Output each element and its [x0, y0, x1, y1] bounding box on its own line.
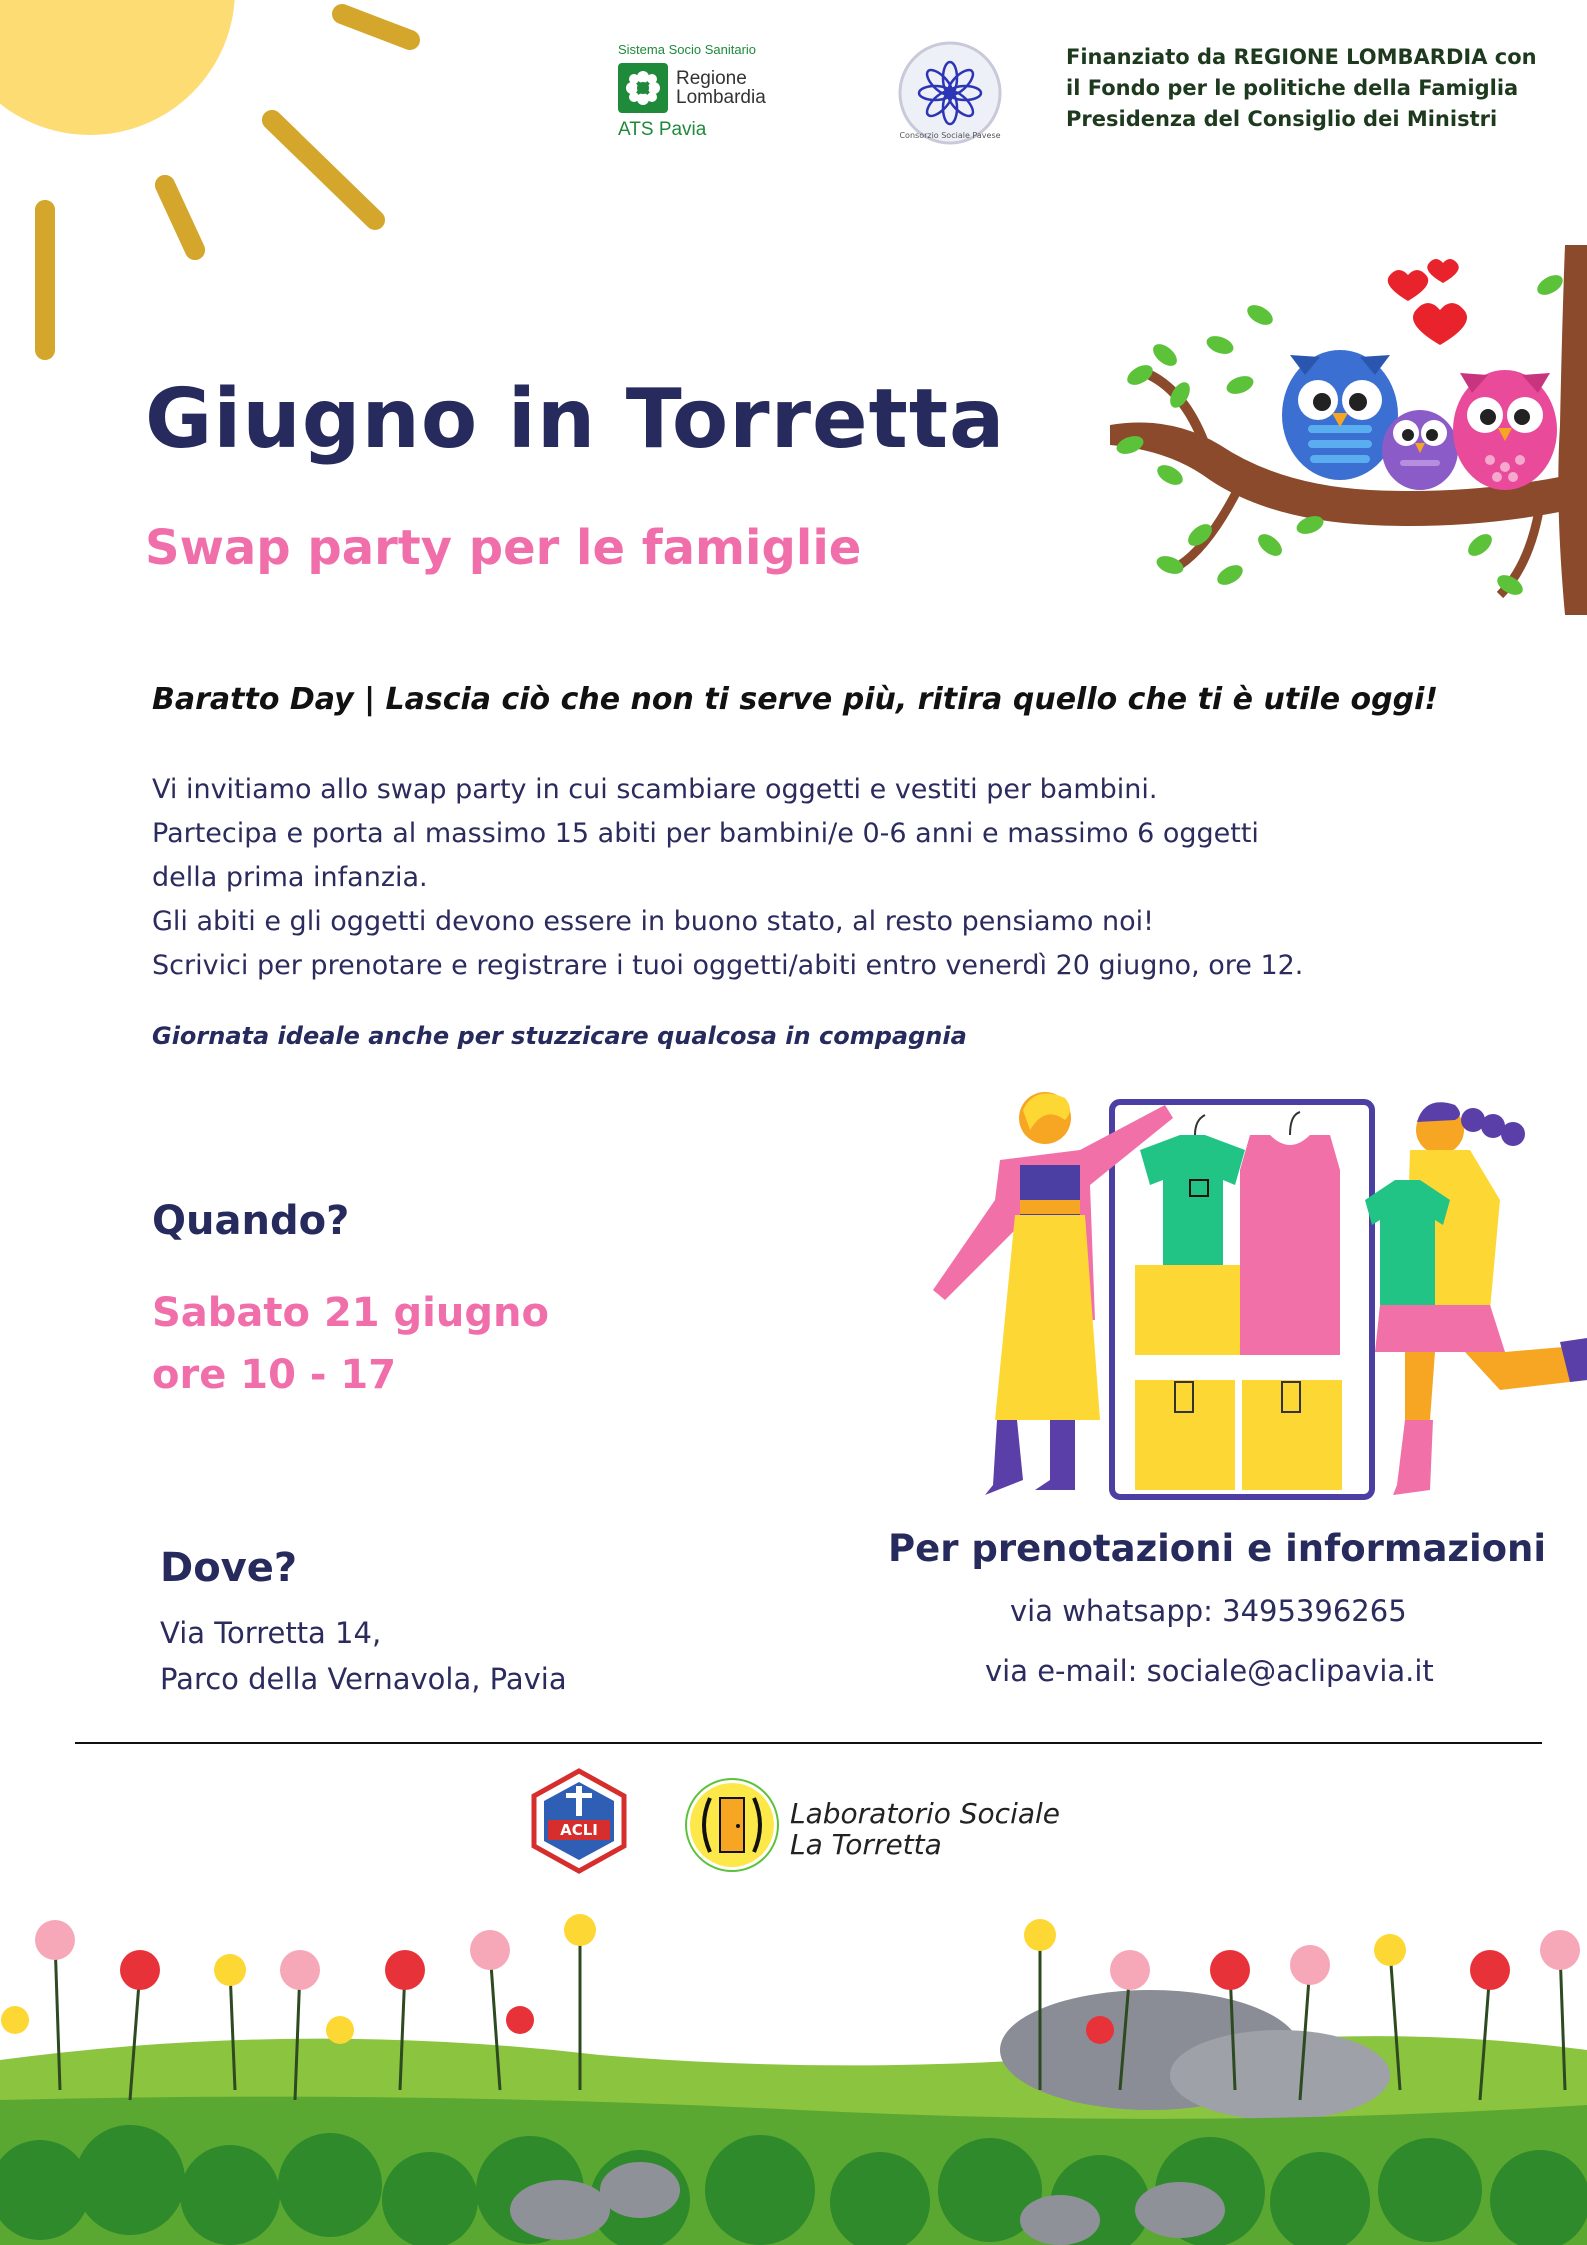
region-name-line2: Lombardia: [676, 87, 766, 108]
lab-name-line1: Laboratorio Sociale: [790, 1797, 1061, 1830]
description-line: Partecipa e porta al massimo 15 abiti per bambini/e 0-6 anni e massimo 6 oggetti: [152, 818, 1259, 849]
address-line: Parco della Vernavola, Pavia: [160, 1662, 567, 1696]
event-date: Sabato 21 giugno: [152, 1290, 549, 1336]
address-line: Via Torretta 14,: [160, 1616, 382, 1650]
page-title: Giugno in Torretta: [145, 372, 1006, 467]
consorzio-label: Consorzio Sociale Pavese: [899, 131, 1001, 140]
owls-on-branch-illustration: [1110, 245, 1587, 615]
description-line: Scrivici per prenotare e registrare i tuoi oggetti/abiti entro venerdì 20 giugno, ore 12.: [152, 950, 1304, 981]
clothes-swap-illustration: [905, 1090, 1587, 1500]
email-contact[interactable]: via e-mail: sociale@aclipavia.it: [985, 1654, 1434, 1688]
sun-rays: [0, 0, 430, 380]
description-line: della prima infanzia.: [152, 862, 428, 893]
description-line: Vi invitiamo allo swap party in cui scambiare oggetti e vestiti per bambini.: [152, 774, 1158, 805]
acli-label: ACLI: [560, 1821, 598, 1839]
footer-divider: [75, 1742, 1542, 1744]
contacts-heading: Per prenotazioni e informazioni: [888, 1527, 1547, 1570]
when-details: [152, 1282, 549, 1406]
description-line: Gli abiti e gli oggetti devono essere in buono stato, al resto pensiamo noi!: [152, 906, 1154, 937]
funding-line: il Fondo per le politiche della Famiglia: [1066, 76, 1519, 100]
when-heading: Quando?: [152, 1198, 350, 1244]
where-heading: Dove?: [160, 1545, 298, 1591]
event-address: [160, 1610, 567, 1702]
ats-system-label: Sistema Socio Sanitario: [618, 42, 757, 57]
acli-logo: [530, 1768, 628, 1874]
ats-name: ATS Pavia: [618, 119, 707, 140]
event-time: ore 10 - 17: [152, 1352, 397, 1398]
laboratorio-sociale-logo: [680, 1778, 1080, 1872]
page-subtitle: Swap party per le famiglie: [145, 520, 862, 576]
flower-meadow-illustration: [0, 1910, 1587, 2245]
event-description: [152, 768, 1402, 988]
whatsapp-contact[interactable]: via whatsapp: 3495396265: [1010, 1594, 1407, 1628]
region-name-line1: Regione: [676, 68, 747, 89]
consorzio-sociale-logo: [895, 38, 1005, 148]
event-tagline: Baratto Day | Lascia ciò che non ti serve più, ritira quello che ti è utile oggi!: [152, 682, 1439, 717]
funding-statement: [1066, 42, 1546, 135]
event-note: Giornata ideale anche per stuzzicare qualcosa in compagnia: [152, 1022, 967, 1050]
lombardia-rose-icon: [618, 63, 668, 113]
funding-line: Presidenza del Consiglio dei Ministri: [1066, 107, 1498, 131]
ats-pavia-logo: [618, 42, 798, 141]
lab-name-line2: La Torretta: [790, 1828, 942, 1861]
funding-line: Finanziato da REGIONE LOMBARDIA con: [1066, 45, 1537, 69]
